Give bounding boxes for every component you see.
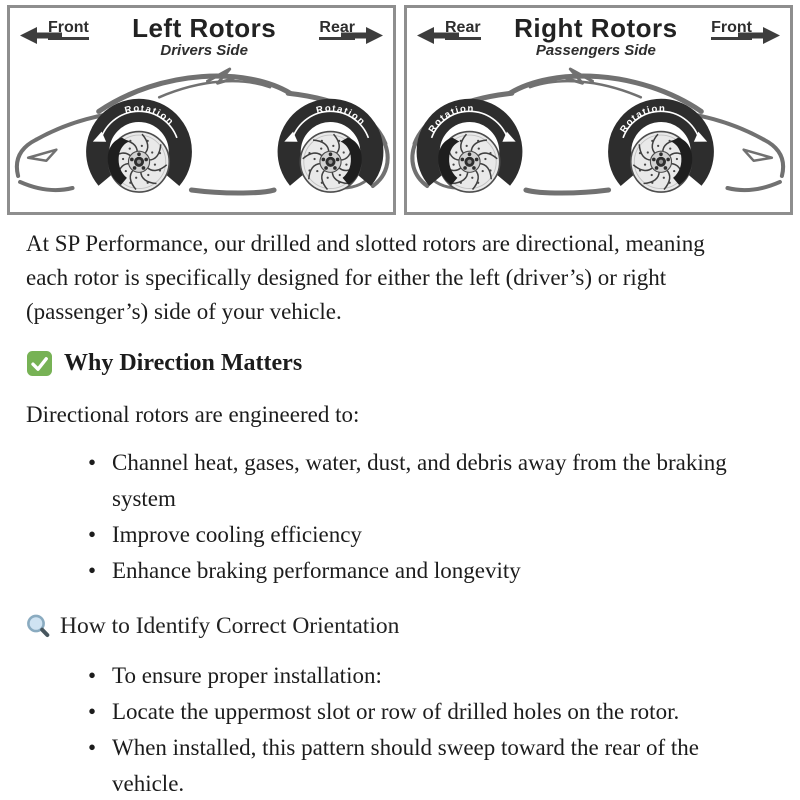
engineered-lead: Directional rotors are engineered to: — [26, 402, 360, 428]
list-item: • To ensure proper installation: — [112, 658, 776, 694]
benefits-list — [26, 445, 776, 589]
rotation-label: Rotation — [426, 103, 475, 135]
magnifying-glass-icon — [26, 613, 51, 639]
right-arrow-icon — [738, 27, 780, 44]
right-rotors-panel — [404, 5, 793, 215]
panel-header — [10, 8, 393, 59]
front-direction-label — [20, 20, 89, 40]
left-arrow-icon — [20, 27, 62, 44]
rear-direction-label — [319, 20, 383, 40]
right-car-illustration — [407, 59, 790, 212]
heading-text: How to Identify Correct Orientation — [60, 613, 400, 640]
panel-titles — [481, 15, 712, 59]
list-item: • Channel heat, gases, water, dust, and debris away from the braking system — [112, 445, 776, 517]
how-to-identify-heading — [26, 609, 776, 643]
rotor-direction-diagram — [0, 0, 800, 215]
why-direction-matters-heading — [26, 346, 776, 380]
left-arrow-icon — [417, 27, 459, 44]
check-mark-icon — [26, 350, 53, 377]
panel-subtitle: Drivers Side — [160, 42, 248, 59]
rotation-label: Rotation — [618, 103, 667, 135]
rear-direction-label — [417, 20, 481, 40]
intro-paragraph: At SP Performance, our drilled and slotted rotors are directional, meaning each rotor is specifically designed for either the left (driver’s) or right (passenger’s) side of your vehicle. — [26, 231, 705, 325]
right-arrow-icon — [341, 27, 383, 44]
list-item: • When installed, this pattern should sweep toward the rear of the vehicle. — [112, 730, 776, 800]
left-rotors-panel — [7, 5, 396, 215]
panel-titles — [89, 15, 320, 59]
rotation-label: Rotation — [123, 103, 177, 129]
rotation-label: Rotation — [315, 103, 368, 129]
list-item: • Locate the uppermost slot or row of drilled holes on the rotor. — [112, 694, 776, 730]
list-item: • Enhance braking performance and longevity — [112, 553, 776, 589]
panel-header — [407, 8, 790, 59]
panel-title: Right Rotors — [514, 13, 678, 43]
list-item: • Improve cooling efficiency — [112, 517, 776, 553]
direction-label-text: Front — [711, 20, 752, 40]
direction-label-text: Rear — [319, 20, 355, 40]
heading-text: Why Direction Matters — [64, 350, 303, 377]
article-content — [0, 227, 800, 800]
direction-label-text: Rear — [445, 20, 481, 40]
installation-list — [26, 658, 776, 800]
direction-label-text: Front — [48, 20, 89, 40]
front-direction-label — [711, 20, 780, 40]
panel-subtitle: Passengers Side — [535, 42, 656, 59]
left-car-illustration — [10, 59, 393, 212]
panel-title: Left Rotors — [132, 13, 277, 43]
